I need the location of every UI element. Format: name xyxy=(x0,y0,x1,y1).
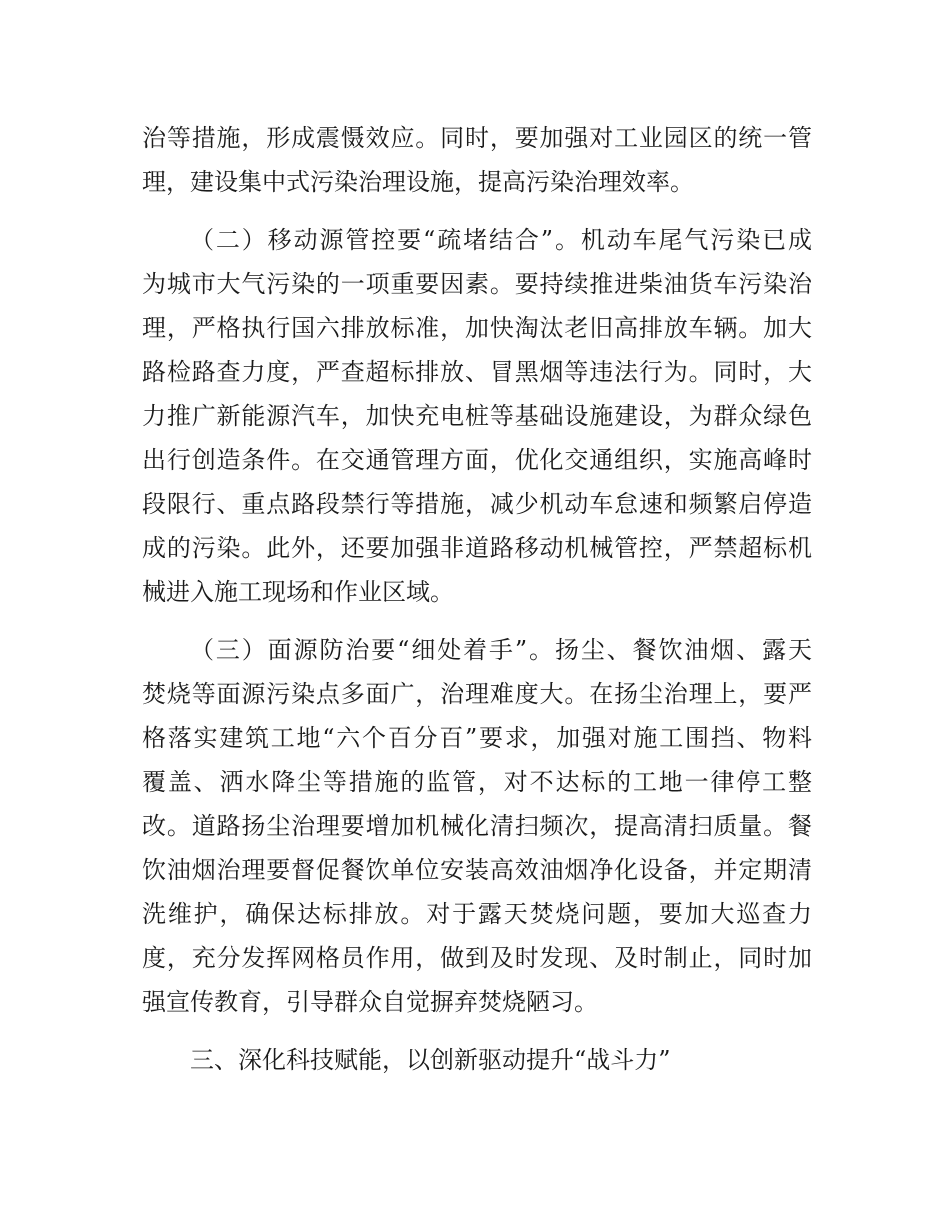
section-heading xyxy=(142,1038,812,1082)
document-body xyxy=(142,116,812,1082)
text-line: 成的污染。此外，还要加强非道路移动机械管控，严禁超标机 xyxy=(142,534,812,562)
text-line: 度，充分发挥网格员作用，做到及时发现、及时制止，同时加 xyxy=(142,944,812,972)
text-line: 理，严格执行国六排放标准，加快淘汰老旧高排放车辆。加大 xyxy=(142,314,812,342)
text-line: 出行创造条件。在交通管理方面，优化交通组织，实施高峰时 xyxy=(142,446,812,474)
text-line: 覆盖、洒水降尘等措施的监管，对不达标的工地一律停工整 xyxy=(142,768,812,796)
text-line: 格落实建筑工地“六个百分百”要求，加强对施工围挡、物料 xyxy=(142,724,812,752)
text-line: 路检路查力度，严查超标排放、冒黑烟等违法行为。同时，大 xyxy=(142,358,812,386)
text-line: （三）面源防治要“细处着手”。扬尘、餐饮油烟、露天 xyxy=(190,636,812,664)
text-line: 改。道路扬尘治理要增加机械化清扫频次，提高清扫质量。餐 xyxy=(142,812,812,840)
heading-text: 三、深化科技赋能，以创新驱动提升“战斗力” xyxy=(190,1046,671,1074)
text-line: 力推广新能源汽车，加快充电桩等基础设施建设，为群众绿色 xyxy=(142,402,812,430)
text-line: 理，建设集中式污染治理设施，提高污染治理效率。 xyxy=(142,168,694,196)
text-line: 饮油烟治理要督促餐饮单位安装高效油烟净化设备，并定期清 xyxy=(142,856,812,884)
text-line: 段限行、重点路段禁行等措施，减少机动车怠速和频繁启停造 xyxy=(142,490,812,518)
paragraph-area-source xyxy=(142,628,812,1024)
text-line: 强宣传教育，引导群众自觉摒弃焚烧陋习。 xyxy=(142,988,598,1016)
text-line: 焚烧等面源污染点多面广，治理难度大。在扬尘治理上，要严 xyxy=(142,680,812,708)
text-line: 洗维护，确保达标排放。对于露天焚烧问题，要加大巡查力 xyxy=(142,900,812,928)
text-line: （二）移动源管控要“疏堵结合”。机动车尾气污染已成 xyxy=(190,226,812,254)
paragraph-continuation xyxy=(142,116,812,204)
text-line: 为城市大气污染的一项重要因素。要持续推进柴油货车污染治 xyxy=(142,270,812,298)
text-line: 治等措施，形成震慑效应。同时，要加强对工业园区的统一管 xyxy=(142,124,812,152)
paragraph-mobile-source xyxy=(142,218,812,614)
text-line: 械进入施工现场和作业区域。 xyxy=(142,578,454,606)
